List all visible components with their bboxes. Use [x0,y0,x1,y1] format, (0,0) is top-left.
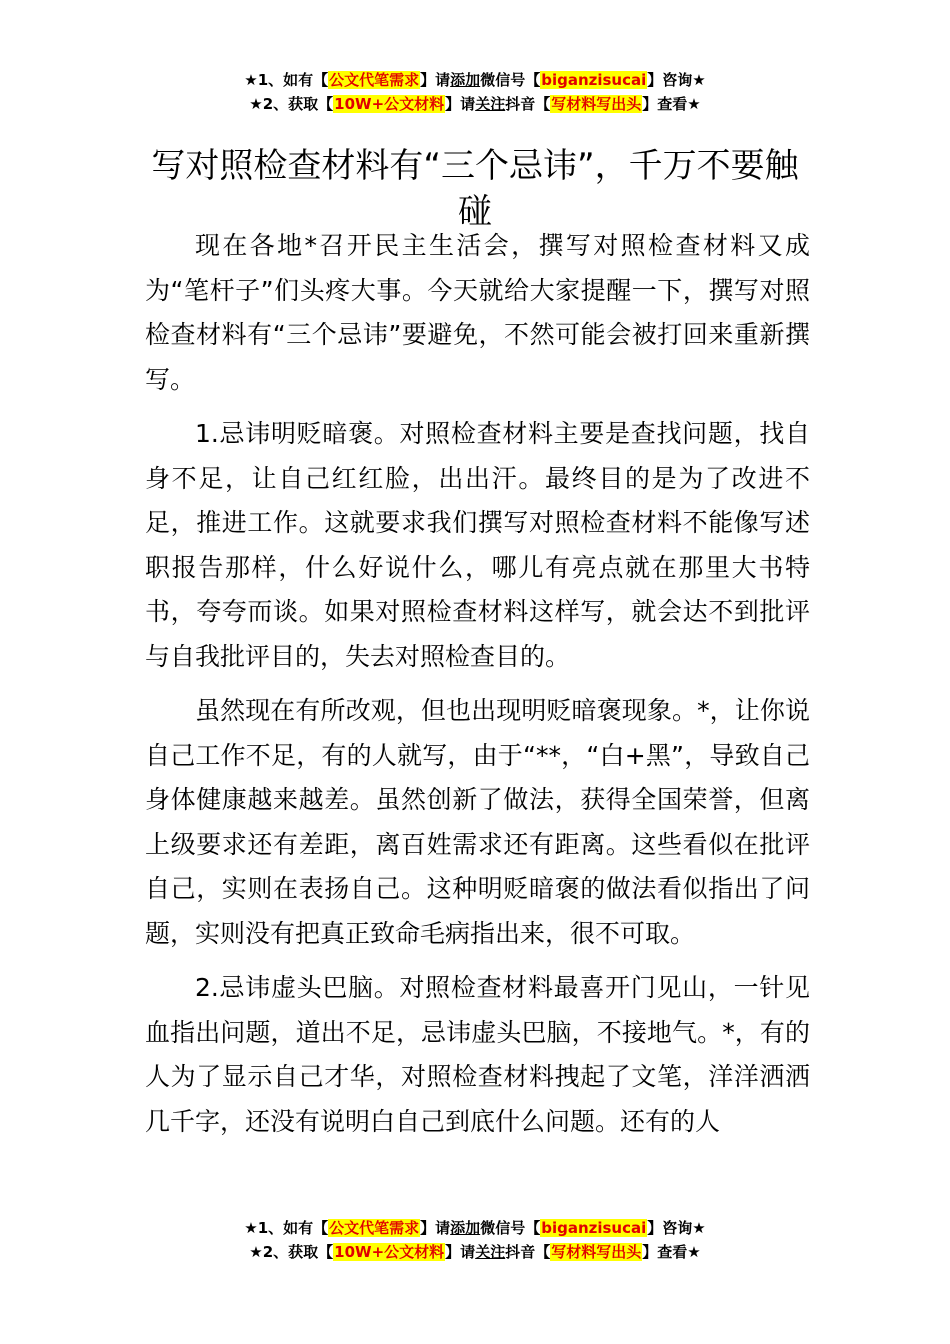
document-body [145,224,810,1154]
paragraph-point-2: 2.忌讳虚头巴脑。对照检查材料最喜开门见山，一针见血指出问题，道出不足，忌讳虚头巴脑，不接地气。*，有的人为了显示自己才华，对照检查材料拽起了文笔，洋洋洒洒几千字，还没有说明白自己到底什么问题。还有的人 [145,973,810,1136]
banner-line-1: ★1、如有【公文代笔需求】请添加微信号【biganzisucai】咨询★ [244,71,706,89]
star-icon: ★ [249,1243,263,1261]
highlight-douyin: 写材料写出头 [551,1243,642,1261]
star-icon: ★ [244,1219,258,1237]
header-banner [0,68,950,116]
star-icon: ★ [687,1243,701,1261]
highlight-ghostwriting: 公文代笔需求 [329,71,420,89]
paragraph-example: 虽然现在有所改观，但也出现明贬暗褒现象。*，让你说自己工作不足，有的人就写，由于“**，“白+黑”，导致自己身体健康越来越差。虽然创新了做法，获得全国荣誉，但离上级要求还有差距，离百姓需求还有距离。这些看似在批评自己，实则在表扬自己。这种明贬暗褒的做法看似指出了问题，实则没有把真正致命毛病指出来，很不可取。 [145,696,810,948]
banner-line-2: ★2、获取【10W+公文材料】请关注抖音【写材料写出头】查看★ [249,1243,701,1261]
document-title: 写对照检查材料有“三个忌讳”，千万不要触碰 [151,145,799,232]
highlight-materials: 10W+公文材料 [334,95,445,113]
star-icon: ★ [692,71,706,89]
banner-line-2: ★2、获取【10W+公文材料】请关注抖音【写材料写出头】查看★ [249,95,701,113]
highlight-wechat-id: biganzisucai [541,71,647,89]
highlight-ghostwriting: 公文代笔需求 [329,1219,420,1237]
footer-banner [0,1216,950,1264]
highlight-douyin: 写材料写出头 [551,95,642,113]
star-icon: ★ [244,71,258,89]
star-icon: ★ [249,95,263,113]
paragraph-point-1: 1.忌讳明贬暗褒。对照检查材料主要是查找问题，找自身不足，让自己红红脸，出出汗。最终目的是为了改进不足，推进工作。这就要求我们撰写对照检查材料不能像写述职报告那样，什么好说什么，哪儿有亮点就在那里大书特书，夸夸而谈。如果对照检查材料这样写，就会达不到批评与自我批评目的，失去对照检查目的。 [145,419,810,671]
star-icon: ★ [692,1219,706,1237]
star-icon: ★ [687,95,701,113]
highlight-wechat-id: biganzisucai [541,1219,647,1237]
paragraph-intro: 现在各地*召开民主生活会，撰写对照检查材料又成为“笔杆子”们头疼大事。今天就给大家提醒一下，撰写对照检查材料有“三个忌讳”要避免，不然可能会被打回来重新撰写。 [145,231,810,394]
banner-line-1: ★1、如有【公文代笔需求】请添加微信号【biganzisucai】咨询★ [244,1219,706,1237]
highlight-materials: 10W+公文材料 [334,1243,445,1261]
